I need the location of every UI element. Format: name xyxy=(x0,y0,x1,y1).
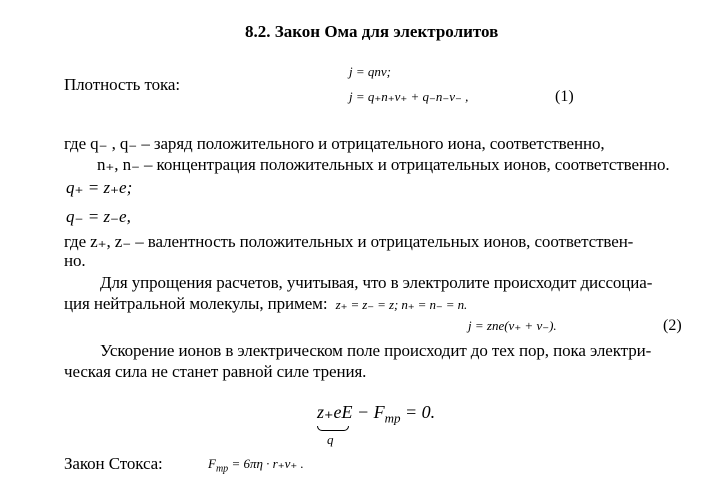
force-balance-charge: z₊e xyxy=(317,402,342,422)
simplification-formula: z₊ = z₋ = z; n₊ = n₋ = n. xyxy=(335,297,468,312)
acceleration-line-2: ческая сила не станет равной силе трения. xyxy=(64,362,367,381)
valence-line-1: где z₊, z₋ – валентность положительных и отрицательных ионов, соответствен- xyxy=(64,232,634,251)
equation-1-number: (1) xyxy=(555,88,574,105)
stokes-force: F xyxy=(208,456,216,471)
stokes-law-formula xyxy=(208,456,304,475)
underbrace xyxy=(317,426,349,431)
stokes-rhs: = 6πη · r₊ν₊ . xyxy=(228,456,304,471)
simplification-line-2 xyxy=(64,294,467,315)
force-balance-end: = 0. xyxy=(400,402,436,422)
simplification-line-1: Для упрощения расчетов, учитывая, что в электролите происходит диссоциа- xyxy=(100,273,653,292)
equation-2: j = zne(ν₊ + ν₋). xyxy=(468,318,557,333)
simplification-text: ция нейтральной молекулы, примем: xyxy=(64,294,328,313)
force-balance-field-term: E − F xyxy=(341,402,385,422)
current-density-label: Плотность тока: xyxy=(64,75,180,94)
stokes-subscript: тр xyxy=(215,463,229,475)
stokes-law-label: Закон Стокса: xyxy=(64,454,163,473)
section-title: 8.2. Закон Ома для электролитов xyxy=(245,22,499,41)
underbrace-label: q xyxy=(327,432,334,447)
equation-1-line-1: j = qnν; xyxy=(349,64,391,79)
equation-2-number: (2) xyxy=(663,317,682,334)
equation-1-line-2: j = q₊n₊ν₊ + q₋n₋ν₋ , xyxy=(349,89,469,104)
where-charges-line: где q₋ , q₋ – заряд положительного и отрицательного иона, соответственно, xyxy=(64,134,605,153)
force-balance-equation xyxy=(317,402,435,427)
where-concentrations-line: n₊, n₋ – концентрация положительных и отрицательных ионов, соответственно. xyxy=(97,155,670,174)
charge-plus-formula: q₊ = z₊e; xyxy=(66,178,133,197)
force-balance-subscript: тр xyxy=(384,410,401,426)
charge-minus-formula: q₋ = z₋e, xyxy=(66,207,131,226)
acceleration-line-1: Ускорение ионов в электрическом поле происходит до тех пор, пока электри- xyxy=(100,341,652,360)
valence-line-2: но. xyxy=(64,251,86,270)
